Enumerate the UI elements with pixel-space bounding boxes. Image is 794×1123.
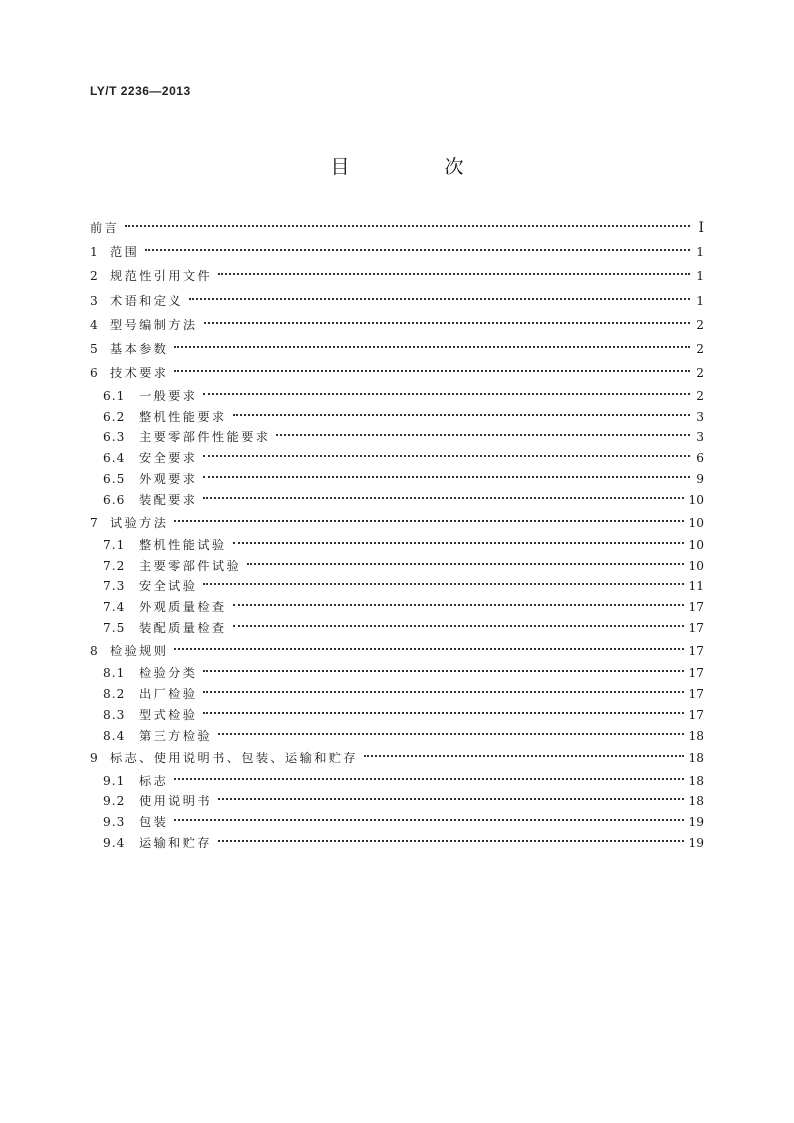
toc-entry-label: 使用说明书 [139, 794, 212, 809]
toc-entry-number: 6.4 [103, 451, 126, 466]
toc-entry-label: 装配要求 [139, 492, 198, 507]
toc-entry-page-number: 19 [688, 836, 704, 851]
toc-entry-label: 出厂检验 [139, 686, 198, 701]
toc-entry-page-number: 17 [688, 666, 704, 681]
toc-entry-number: 6.6 [103, 492, 126, 507]
toc-entry-page-number: 1 [696, 293, 704, 308]
toc-entry-page-number: 17 [688, 707, 704, 722]
toc-entry-page-number: 11 [688, 579, 704, 594]
toc-entry-number: 6.2 [103, 409, 126, 424]
toc-entry-page-number: 3 [696, 430, 704, 445]
toc-dot-leader [233, 613, 685, 627]
toc-entry-number: 7 [90, 515, 98, 530]
toc-entry-label: 安全试验 [139, 579, 198, 594]
toc-entry-number: 7.3 [103, 579, 126, 594]
toc-dot-leader [203, 658, 684, 672]
toc-entry-page-number: 17 [688, 621, 704, 636]
toc-entry-label: 第三方检验 [139, 728, 212, 743]
toc-entry-number: 7.5 [103, 621, 126, 636]
toc-entry-number: 6.3 [103, 430, 126, 445]
toc-entry-label: 标志、使用说明书、包装、运输和贮存 [110, 751, 358, 766]
toc-dot-leader [174, 334, 690, 348]
toc-entry-page-number: 18 [688, 794, 704, 809]
toc-entry-label: 运输和贮存 [139, 836, 212, 851]
toc-entry-label: 包装 [139, 815, 169, 830]
toc-dot-leader [276, 422, 690, 436]
toc-dot-leader [233, 402, 690, 416]
toc-entry-number: 7.4 [103, 600, 126, 615]
toc-entry-number: 4 [90, 317, 98, 332]
toc-entry-label: 主要零部件性能要求 [139, 430, 271, 445]
toc-dot-leader [203, 571, 684, 585]
toc-entry-page-number: 18 [688, 751, 704, 766]
toc-entry-page-number: 17 [688, 600, 704, 615]
toc-entry-label: 外观质量检查 [139, 600, 227, 615]
toc-dot-leader [189, 286, 690, 300]
standard-code: LY/T 2236—2013 [90, 84, 191, 98]
toc-dot-leader [233, 592, 685, 606]
toc-dot-leader [174, 636, 684, 650]
toc-entry-number: 3 [90, 293, 98, 308]
toc-dot-leader [203, 443, 690, 457]
toc-entry-page-number: 18 [688, 773, 704, 788]
toc-entry-label: 范围 [110, 245, 140, 259]
toc-entry-number: 6.1 [103, 388, 126, 403]
toc-entry[interactable] [90, 833, 704, 854]
toc-dot-leader [174, 508, 684, 522]
toc-entry-label: 型式检验 [139, 707, 198, 722]
toc-dot-leader [218, 261, 690, 275]
toc-dot-leader [203, 485, 684, 499]
toc-entry-page-number: 2 [696, 317, 704, 332]
toc-entry-page-number: 1 [696, 269, 704, 284]
toc-entry-label: 整机性能试验 [139, 537, 227, 552]
toc-entry-page-number: 17 [688, 686, 704, 701]
toc-entry-page-number: 10 [688, 492, 704, 507]
toc-dot-leader [203, 679, 684, 693]
toc-dot-leader [125, 213, 690, 227]
toc-entry-label: 主要零部件试验 [139, 558, 242, 573]
toc-dot-leader [203, 700, 684, 714]
page-title: 目 次 [330, 156, 502, 178]
toc-dot-leader [203, 381, 690, 395]
toc-entry-label: 检验规则 [110, 643, 169, 658]
toc-entry-page-number: 9 [696, 471, 704, 486]
toc-entry-label: 术语和定义 [110, 293, 183, 308]
toc-dot-leader [203, 464, 690, 478]
toc-entry-page-number: 2 [696, 366, 704, 381]
toc-entry-number: 9.2 [103, 794, 126, 809]
toc-entry-number: 8 [90, 643, 98, 658]
toc-dot-leader [174, 766, 684, 780]
toc-entry-label: 检验分类 [139, 666, 198, 681]
toc-entry-number: 5 [90, 342, 98, 357]
toc-entry-number: 8.2 [103, 686, 126, 701]
toc-entry-page-number: 1 [696, 245, 704, 259]
toc-entry-page-number: 6 [696, 451, 704, 466]
toc-entry-label: 型号编制方法 [110, 317, 198, 332]
toc-entry-page-number: 19 [688, 815, 704, 830]
toc-entry-page-number: 10 [688, 515, 704, 530]
toc-entry-label: 一般要求 [139, 388, 198, 403]
toc-entry-number: 8.3 [103, 707, 126, 722]
toc-entry-number: 7.2 [103, 558, 126, 573]
toc-entry-label: 试验方法 [110, 515, 169, 530]
toc-dot-leader [218, 828, 685, 842]
toc-dot-leader [218, 786, 685, 800]
toc-dot-leader [174, 807, 684, 821]
toc-entry-label: 装配质量检查 [139, 621, 227, 636]
toc-entry-number: 9.4 [103, 836, 126, 851]
toc-entry-number: 6 [90, 366, 98, 381]
toc-entry-number: 6.5 [103, 471, 126, 486]
toc-entry-page-number: 2 [696, 388, 704, 403]
toc-entry-number: 8.4 [103, 728, 126, 743]
toc-entry-page-number: Ⅰ [698, 220, 704, 236]
toc-entry-label: 规范性引用文件 [110, 269, 213, 284]
toc-entry-number: 9.3 [103, 815, 126, 830]
toc-dot-leader [364, 743, 684, 757]
toc-entry-label: 整机性能要求 [139, 409, 227, 424]
toc-entry-label: 基本参数 [110, 342, 169, 357]
toc-dot-leader [233, 530, 685, 544]
toc-entry-number: 9 [90, 751, 98, 766]
toc-entry-label: 安全要求 [139, 451, 198, 466]
toc-entry-page-number: 17 [688, 643, 704, 658]
toc-dot-leader [145, 237, 690, 251]
toc-entry-number: 1 [90, 245, 98, 259]
toc-entry-number: 2 [90, 269, 98, 284]
table-of-contents [90, 216, 704, 854]
toc-dot-leader [218, 721, 685, 735]
toc-entry-label: 外观要求 [139, 471, 198, 486]
toc-entry-number: 7.1 [103, 537, 126, 552]
toc-entry-page-number: 18 [688, 728, 704, 743]
toc-entry-number: 9.1 [103, 773, 126, 788]
toc-entry-page-number: 10 [688, 537, 704, 552]
toc-dot-leader [204, 310, 690, 324]
toc-entry-page-number: 3 [696, 409, 704, 424]
toc-entry-label: 技术要求 [110, 366, 169, 381]
toc-entry-number: 8.1 [103, 666, 126, 681]
toc-entry-label: 前言 [90, 221, 120, 235]
toc-dot-leader [174, 358, 690, 372]
toc-entry-page-number: 2 [696, 342, 704, 357]
toc-dot-leader [247, 551, 684, 565]
toc-entry-label: 标志 [139, 773, 169, 788]
toc-entry-page-number: 10 [688, 558, 704, 573]
